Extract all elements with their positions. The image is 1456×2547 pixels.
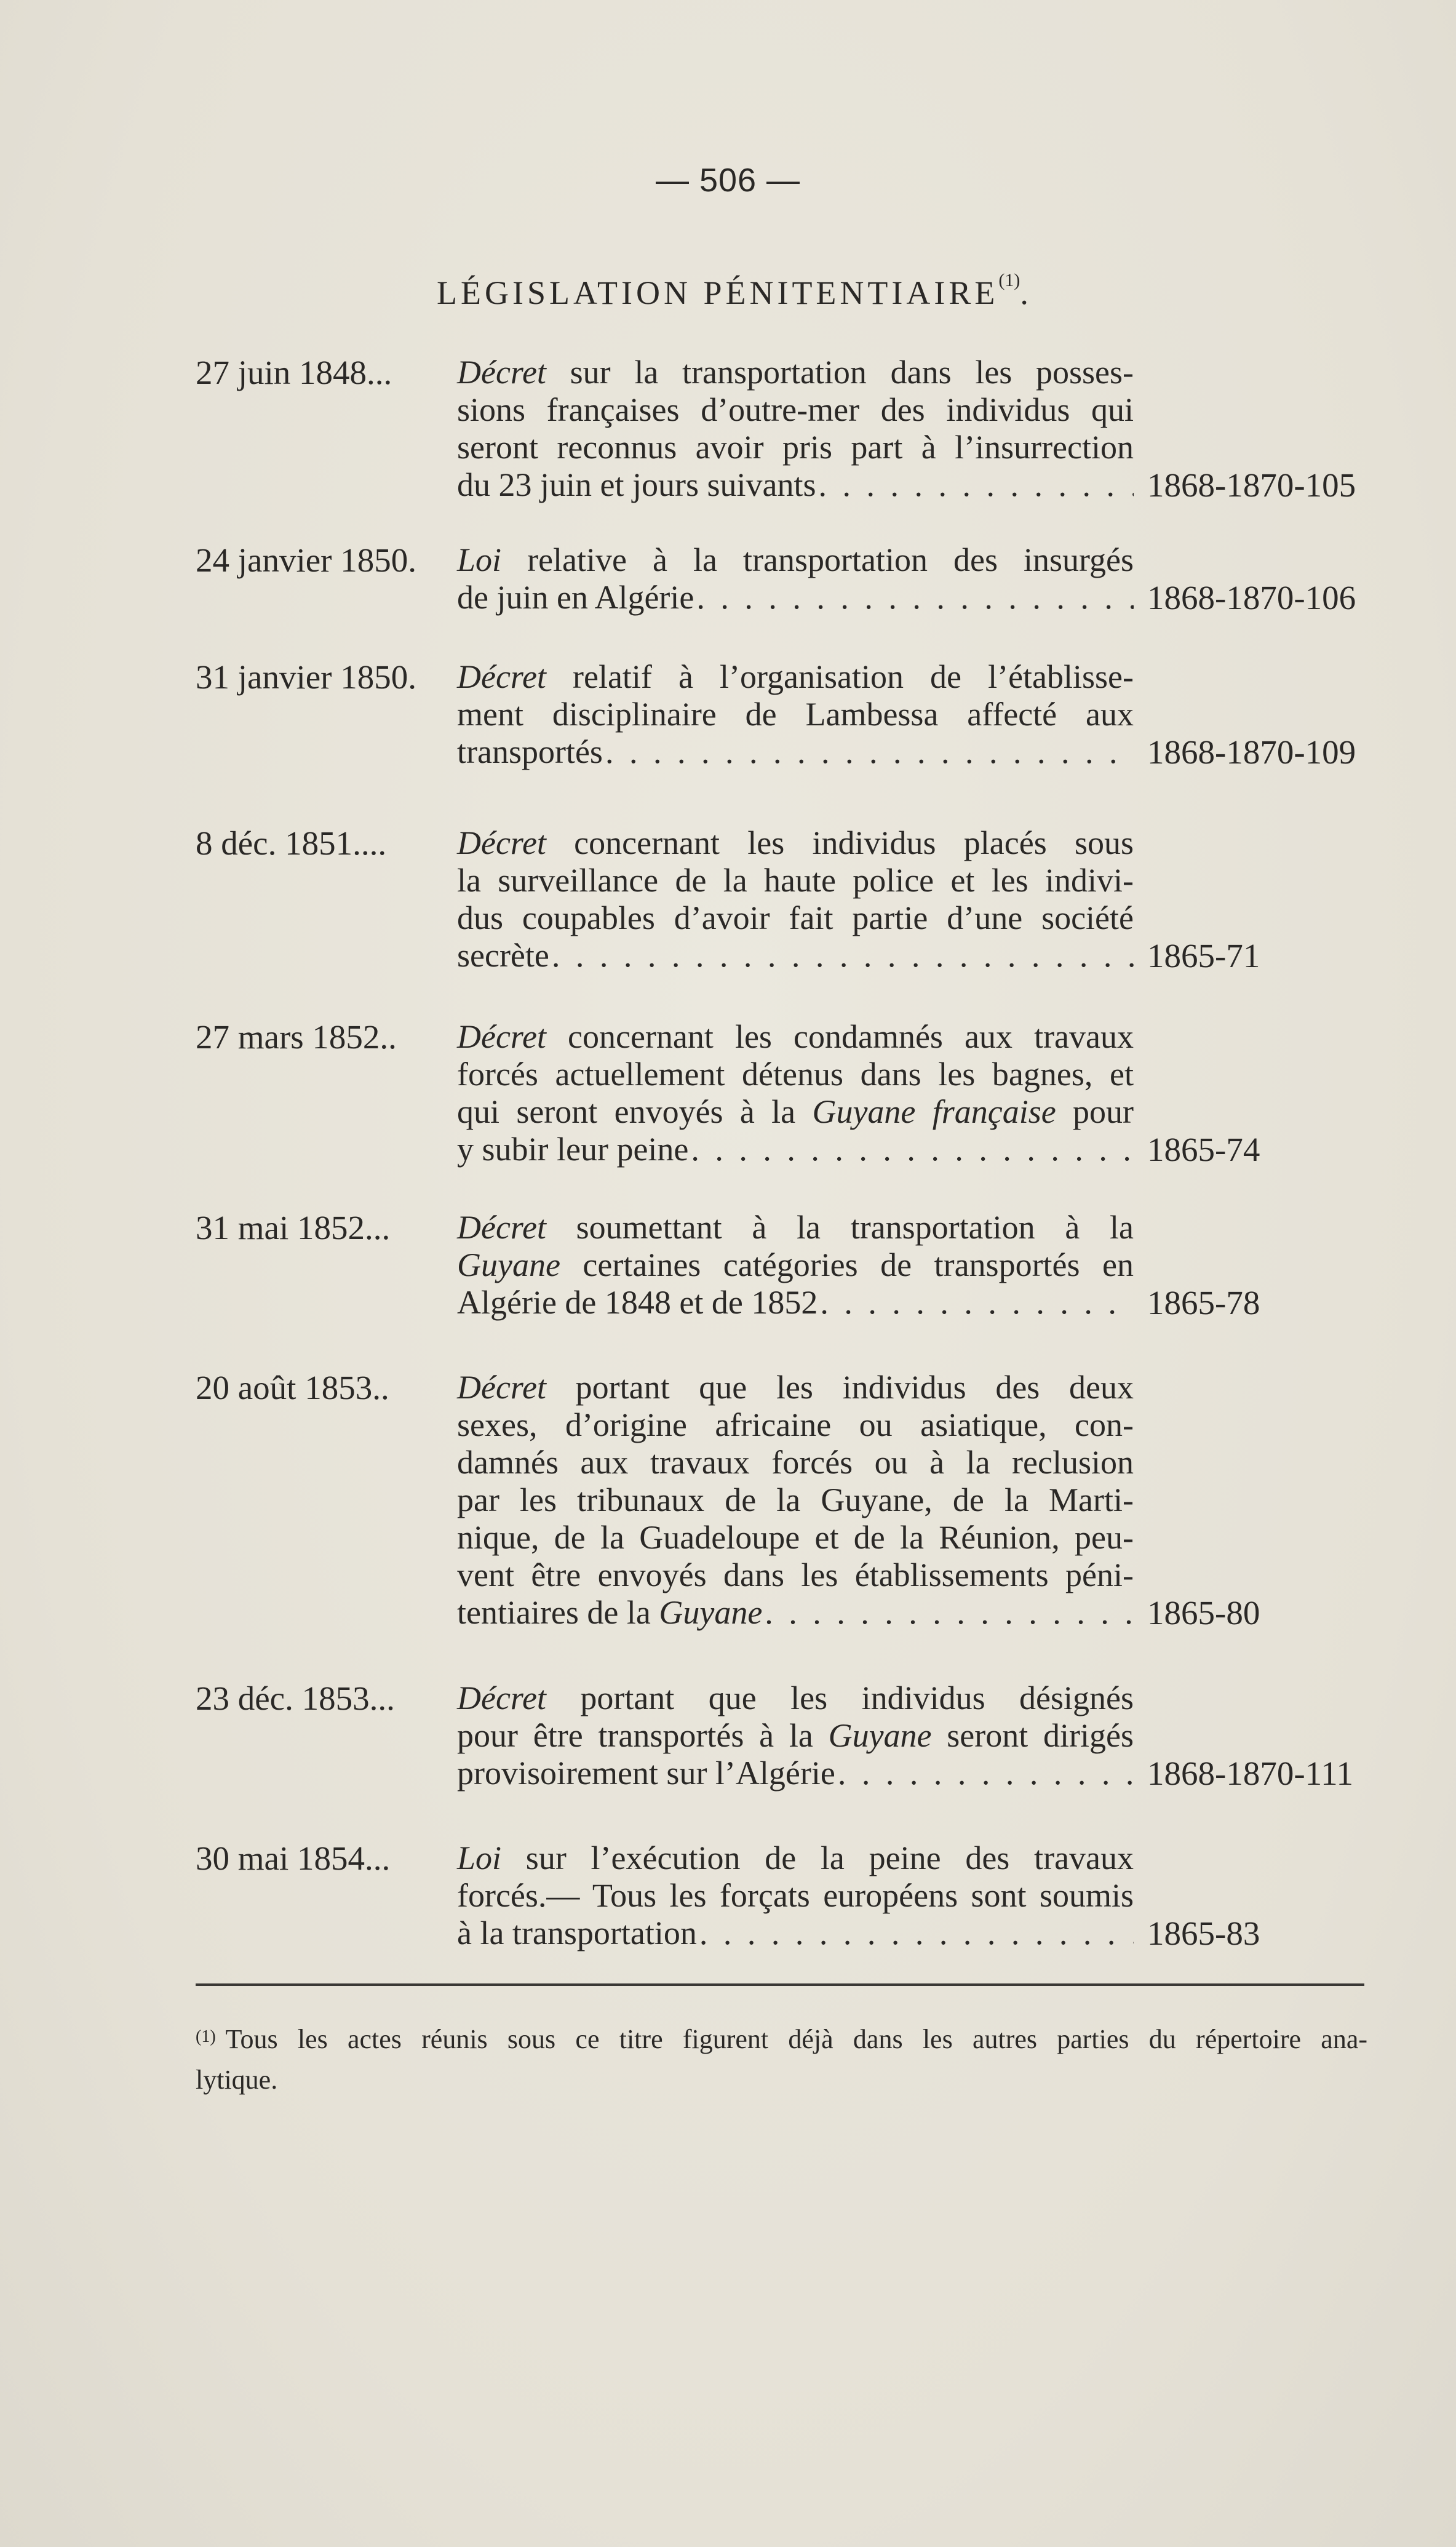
section-title-period: . <box>1020 274 1032 311</box>
entry-line <box>457 1680 1134 1717</box>
text-run: par les tribunaux de la Guyane, de la Marti- <box>457 1481 1134 1518</box>
entry-date: 27 juin 1848... <box>196 354 392 391</box>
entry-reference: 1868-1870-106 <box>1147 579 1356 616</box>
text-run: concernant les individus placés sous <box>546 824 1134 861</box>
entry-date: 8 déc. 1851.... <box>196 824 387 862</box>
entry-line <box>457 1556 1134 1594</box>
text-run: la surveillance de la haute police et les indivi- <box>457 862 1134 899</box>
italic-text: Décret <box>457 658 546 695</box>
entry-description <box>457 824 1134 975</box>
entry-line-text <box>457 937 549 975</box>
entry-description <box>457 1018 1134 1168</box>
text-run: secrète <box>457 937 549 974</box>
text-run: seront reconnus avoir pris part à l’insurrection <box>457 429 1134 466</box>
entry-date: 27 mars 1852.. <box>196 1018 397 1056</box>
entry-line <box>457 696 1134 733</box>
text-run: portant que les individus des deux <box>546 1369 1134 1406</box>
entry-line <box>457 1056 1134 1093</box>
text-run: soumettant à la transportation à la <box>546 1209 1134 1246</box>
italic-text: Décret <box>457 1209 546 1246</box>
text-run: tentiaires de la <box>457 1594 659 1631</box>
text-run: portant que les individus désignés <box>546 1680 1134 1716</box>
italic-text: Guyane <box>828 1717 932 1754</box>
entry-line <box>457 1209 1134 1246</box>
entry-reference: 1865-71 <box>1147 937 1260 975</box>
text-run: forcés.— Tous les forçats européens sont soumis <box>457 1877 1134 1914</box>
text-run: pour être transportés à la <box>457 1717 829 1754</box>
footnote <box>196 2019 1367 2100</box>
entry-description <box>457 354 1134 504</box>
entry-leader-line <box>457 1755 1134 1792</box>
entry-line <box>457 1246 1134 1284</box>
footnote-line: lytique. <box>196 2065 278 2095</box>
text-run: sions françaises d’outre-mer des individus qui <box>457 391 1134 428</box>
entry-line <box>457 899 1134 937</box>
italic-text: Décret <box>457 1369 546 1406</box>
dot-leader <box>694 579 1134 616</box>
text-run: sur l’exécution de la peine des travaux <box>501 1840 1134 1876</box>
entry-reference: 1865-80 <box>1147 1594 1260 1632</box>
text-run: forcés actuellement détenus dans les bagnes, et <box>457 1056 1134 1093</box>
dot-leader <box>697 1915 1134 1952</box>
entry-line <box>457 1406 1134 1444</box>
text-run: relative à la transportation des insurgés <box>501 541 1134 578</box>
italic-text: Guyane <box>659 1594 763 1631</box>
footnote-number: (1) <box>196 2027 216 2046</box>
dot-leader <box>603 733 1134 771</box>
italic-text: Décret <box>457 824 546 861</box>
page-number: — 506 — <box>655 162 801 199</box>
text-run: pour <box>1056 1093 1134 1130</box>
entry-description <box>457 1209 1134 1321</box>
dot-leader <box>818 1284 1134 1321</box>
entry-description <box>457 1369 1134 1632</box>
dot-leader <box>688 1131 1134 1168</box>
italic-text: Guyane <box>457 1246 560 1283</box>
entry-line <box>457 1717 1134 1755</box>
text-run: y subir leur peine <box>457 1131 689 1168</box>
entry-line <box>457 862 1134 899</box>
footnote-marker: (1) <box>998 270 1020 290</box>
footnote-line <box>196 2019 1367 2060</box>
text-run: seront dirigés <box>931 1717 1134 1754</box>
entry-line <box>457 1481 1134 1519</box>
text-run: provisoirement sur l’Algérie <box>457 1755 835 1792</box>
entry-line-text <box>457 466 816 504</box>
italic-text: Décret <box>457 1680 546 1716</box>
entry-date: 31 mai 1852... <box>196 1209 391 1246</box>
entry-line <box>457 1018 1134 1056</box>
text-run: qui seront envoyés à la <box>457 1093 813 1130</box>
entry-date: 30 mai 1854... <box>196 1840 391 1877</box>
dot-leader <box>762 1594 1134 1632</box>
entry-description <box>457 1680 1134 1792</box>
text-run: Algérie de 1848 et de 1852 <box>457 1284 818 1321</box>
entry-line <box>457 1877 1134 1915</box>
text-run: vent être envoyés dans les établissements péni- <box>457 1556 1134 1593</box>
text-run: damnés aux travaux forcés ou à la reclusion <box>457 1444 1134 1481</box>
entry-reference: 1868-1870-109 <box>1147 733 1356 771</box>
entry-leader-line <box>457 1594 1134 1632</box>
dot-leader <box>549 937 1134 975</box>
entry-reference: 1865-83 <box>1147 1915 1260 1952</box>
entry-line <box>457 541 1134 579</box>
entry-line-text <box>457 1755 835 1792</box>
entry-reference: 1865-74 <box>1147 1131 1260 1168</box>
entry-leader-line <box>457 1915 1134 1952</box>
entry-description <box>457 541 1134 616</box>
entry-line <box>457 1519 1134 1556</box>
entry-leader-line <box>457 466 1134 504</box>
text-run: transportés <box>457 733 603 770</box>
entry-leader-line <box>457 1284 1134 1321</box>
entry-line-text <box>457 579 694 616</box>
entry-date: 31 janvier 1850. <box>196 658 416 696</box>
entry-reference: 1868-1870-105 <box>1147 466 1356 504</box>
entry-line <box>457 391 1134 429</box>
entry-line <box>457 1093 1134 1131</box>
italic-text: Décret <box>457 1018 546 1055</box>
entry-line <box>457 1444 1134 1481</box>
footnote-text: Tous les actes réunis sous ce titre figurent déjà dans les autres parties du répertoire ana- <box>225 2024 1367 2054</box>
italic-text: Loi <box>457 541 502 578</box>
entry-date: 20 août 1853.. <box>196 1369 389 1406</box>
entry-line <box>457 429 1134 466</box>
entry-line-text <box>457 1594 762 1632</box>
entry-leader-line <box>457 1131 1134 1168</box>
text-run: sexes, d’origine africaine ou asiatique, con- <box>457 1406 1134 1443</box>
entry-line-text <box>457 1915 697 1952</box>
entry-line <box>457 658 1134 696</box>
dot-leader <box>816 466 1134 504</box>
text-run: nique, de la Guadeloupe et de la Réunion, peu- <box>457 1519 1134 1556</box>
text-run: certaines catégories de transportés en <box>560 1246 1134 1283</box>
entry-reference: 1865-78 <box>1147 1284 1260 1321</box>
entry-leader-line <box>457 579 1134 616</box>
section-title <box>437 270 1032 312</box>
footnote-rule <box>196 1983 1364 1986</box>
entry-leader-line <box>457 733 1134 771</box>
text-run: du 23 juin et jours suivants <box>457 466 816 503</box>
section-title-text: LÉGISLATION PÉNITENTIAIRE <box>437 274 999 311</box>
entry-line-text <box>457 733 603 771</box>
entry-line <box>457 1840 1134 1877</box>
text-run: sur la transportation dans les posses- <box>546 354 1134 391</box>
entry-line <box>457 824 1134 862</box>
italic-text: Loi <box>457 1840 502 1876</box>
entry-line-text <box>457 1284 818 1321</box>
entry-leader-line <box>457 937 1134 975</box>
text-run: concernant les condamnés aux travaux <box>546 1018 1134 1055</box>
text-run: relatif à l’organisation de l’établisse- <box>546 658 1134 695</box>
italic-text: Guyane française <box>812 1093 1056 1130</box>
entry-line-text <box>457 1131 688 1168</box>
text-run: dus coupables d’avoir fait partie d’une société <box>457 899 1134 936</box>
dot-leader <box>835 1755 1134 1792</box>
italic-text: Décret <box>457 354 546 391</box>
text-run: de juin en Algérie <box>457 579 694 616</box>
text-run: à la transportation <box>457 1915 697 1951</box>
entry-description <box>457 1840 1134 1952</box>
entry-line <box>457 354 1134 391</box>
entry-line <box>457 1369 1134 1406</box>
entry-reference: 1868-1870-111 <box>1147 1755 1354 1792</box>
entry-date: 23 déc. 1853... <box>196 1680 395 1717</box>
entry-date: 24 janvier 1850. <box>196 541 416 579</box>
entry-description <box>457 658 1134 771</box>
text-run: ment disciplinaire de Lambessa affecté aux <box>457 696 1134 733</box>
